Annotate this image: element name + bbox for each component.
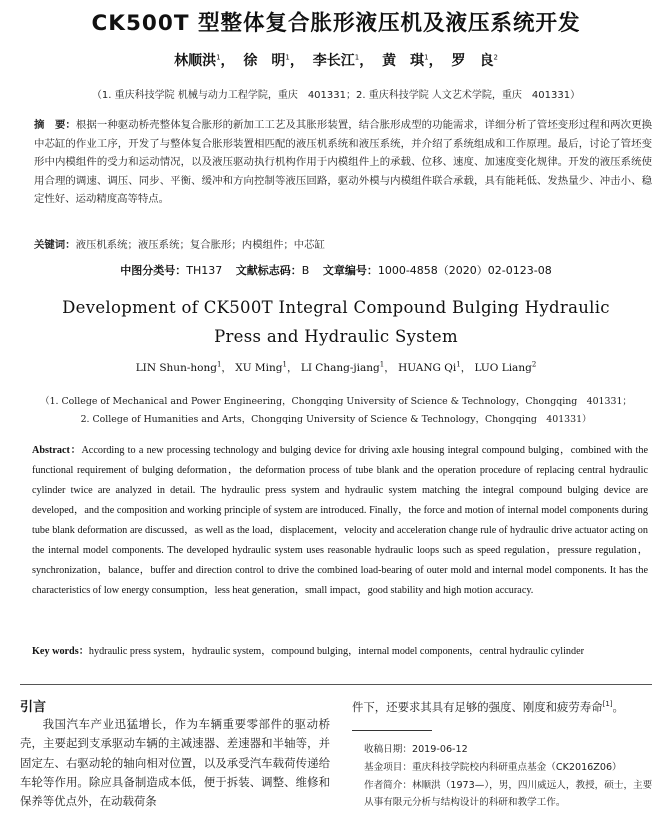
keywords-en-text: hydraulic press system，hydraulic system，compound bulging，internal model components，central hydraulic cylinder xyxy=(88,646,585,657)
abstract-en xyxy=(32,441,648,601)
intro-right-column: 件下，还要求其具有足够的强度、刚度和疲劳寿命[1]。 xyxy=(352,699,624,714)
keywords-cn xyxy=(34,236,652,255)
footnote-divider xyxy=(352,730,432,731)
doc-code-value: B xyxy=(301,264,310,277)
author-cn: 徐 明$^1$ xyxy=(243,53,290,69)
article-number-value: 1000-4858（2020）02-0123-08 xyxy=(377,264,552,277)
intro-paragraph: 我国汽车产业迅猛增长，作为车辆重要零部件的驱动桥壳，主要起到支承驱动车辆的主减速器、差速器和半轴等，并固定左、右驱动轮的轴向相对位置，以及承受汽车载荷传递给车轮等作用。除应具备制造成本低，便于拆装、调整、维修和保养等优点外，在动载荷条 xyxy=(20,717,330,809)
author-list-en: LIN Shun-hong$^1$， XU Ming$^1$， LI Chang-jiang$^1$， HUANG Qi$^1$， LUO Liang$^2$ xyxy=(135,360,537,374)
footnote-author: 作者简介：林顺洪（1973—），男，四川威远人，教授，硕士，主要从事有限元分析与结构设计的科研和教学工作。 xyxy=(364,780,653,808)
abstract-en-label: Abstract： xyxy=(32,445,82,456)
author-en: LI Chang-jiang$^1$ xyxy=(300,360,385,374)
intro-left-column xyxy=(20,715,330,811)
keywords-en-label: Key words： xyxy=(32,646,89,657)
author-cn: 李长江$^1$ xyxy=(312,53,360,69)
intro-continued: 件下，还要求其具有足够的强度、刚度和疲劳寿命 xyxy=(352,699,603,714)
author-cn: 罗 良$^2$ xyxy=(451,53,498,69)
abstract-en-text: According to a new processing technology and bulging device for driving axle housing integral compound bulging，combined with the functional requirement of bulging deformation，the deformation process of tube blank and the operation procedure of replacing central hydraulic cylinder twice are analyzed in detail. The hydraulic press system and hydraulic system matching the integral compound bulging device are developed，and the composition and working principle of system are introduced. Finally，the force and motion of internal model components during tube blank deformation are discussed，as well as the load，displacement，velocity and acceleration change rule of hydraulic drive actuator acting on the internal model components. The developed hydraulic system uses reasonable hydraulic loops such as speed regulation，pressure regulation，synchronization，balance，buffer and direction control to drive the combined load-bearing of outer mold and internal model components. It has the characteristics of low energy consumption，less heat generation，small impact，good stability and high motion accuracy. xyxy=(32,445,648,596)
footnote-fund: 基金项目：重庆科技学院校内科研重点基金（CK2016Z06） xyxy=(364,762,622,773)
keywords-cn-text: 液压机系统；液压系统；复合胀形；内模组件；中芯缸 xyxy=(75,239,325,251)
paper-title-en xyxy=(0,293,672,351)
classification-line xyxy=(0,262,672,278)
author-cn: 黄 琪$^1$ xyxy=(382,53,429,69)
author-en: LUO Liang$^2$ xyxy=(474,360,537,374)
clc-value: TH137 xyxy=(186,264,223,277)
keywords-en xyxy=(32,642,648,662)
affiliation-cn: （1. 重庆科技学院 机械与动力工程学院，重庆 401331；2. 重庆科技学院 人文艺术学院，重庆 401331） xyxy=(91,90,581,101)
doc-code-label: 文献标志码： xyxy=(235,264,302,277)
title-en-line: Press and Hydraulic System xyxy=(214,327,458,346)
article-number-label: 文章编号： xyxy=(322,264,378,277)
footnote-received: 收稿日期：2019-06-12 xyxy=(364,744,468,755)
citation-ref[interactable]: [1] xyxy=(602,700,613,708)
title-en-line: Development of CK500T Integral Compound Bulging Hydraulic xyxy=(62,298,610,317)
paper-title-cn: CK500T 型整体复合胀形液压机及液压系统开发 xyxy=(91,11,581,36)
keywords-cn-label: 关键词： xyxy=(34,239,76,251)
section-heading-intro: 引言 xyxy=(20,700,47,715)
abstract-cn xyxy=(34,116,652,209)
affiliation-en-line: （1. College of Mechanical and Power Engineering，Chongqing University of Science & Technology，Chongqing 401331； xyxy=(40,396,632,407)
divider xyxy=(20,684,652,685)
abstract-cn-text: 根据一种驱动桥壳整体复合胀形的新加工工艺及其胀形装置，结合胀形成型的功能需求，详细分析了管坯变形过程和两次更换中芯缸的作业工序，开发了与整体复合胀形装置相匹配的液压机系统和液压系统，并介绍了系统组成和工作原理。最后，讨论了管坯变形中内模组件的受力和运动情况，以及液压驱动执行机构作用于内模组件上的承载、位移、速度、加速度变化规律。开发的液压系统使用合理的调速、调压、同步、平衡、缓冲和方向控制等液压回路，驱动外模与内模组件联合承载，具有能耗低、发热量少、冲击小、稳定性好、运动精度高等特点。 xyxy=(34,119,652,205)
author-en: LIN Shun-hong$^1$ xyxy=(135,360,222,374)
affiliation-en-line: 2. College of Humanities and Arts，Chongqing University of Science & Technology，Chongqing 401331） xyxy=(80,414,592,425)
abstract-cn-label: 摘 要： xyxy=(34,119,76,131)
clc-label: 中图分类号： xyxy=(120,264,187,277)
author-en: XU Ming$^1$ xyxy=(235,360,287,374)
author-en: HUANG Qi$^1$ xyxy=(398,360,461,374)
author-cn: 林顺洪$^1$ xyxy=(174,53,221,69)
affiliation-en xyxy=(0,393,672,429)
author-list-cn: 林顺洪$^1$， 徐 明$^1$， 李长江$^1$， 黄 琪$^1$， 罗 良$^2$ xyxy=(174,53,498,69)
